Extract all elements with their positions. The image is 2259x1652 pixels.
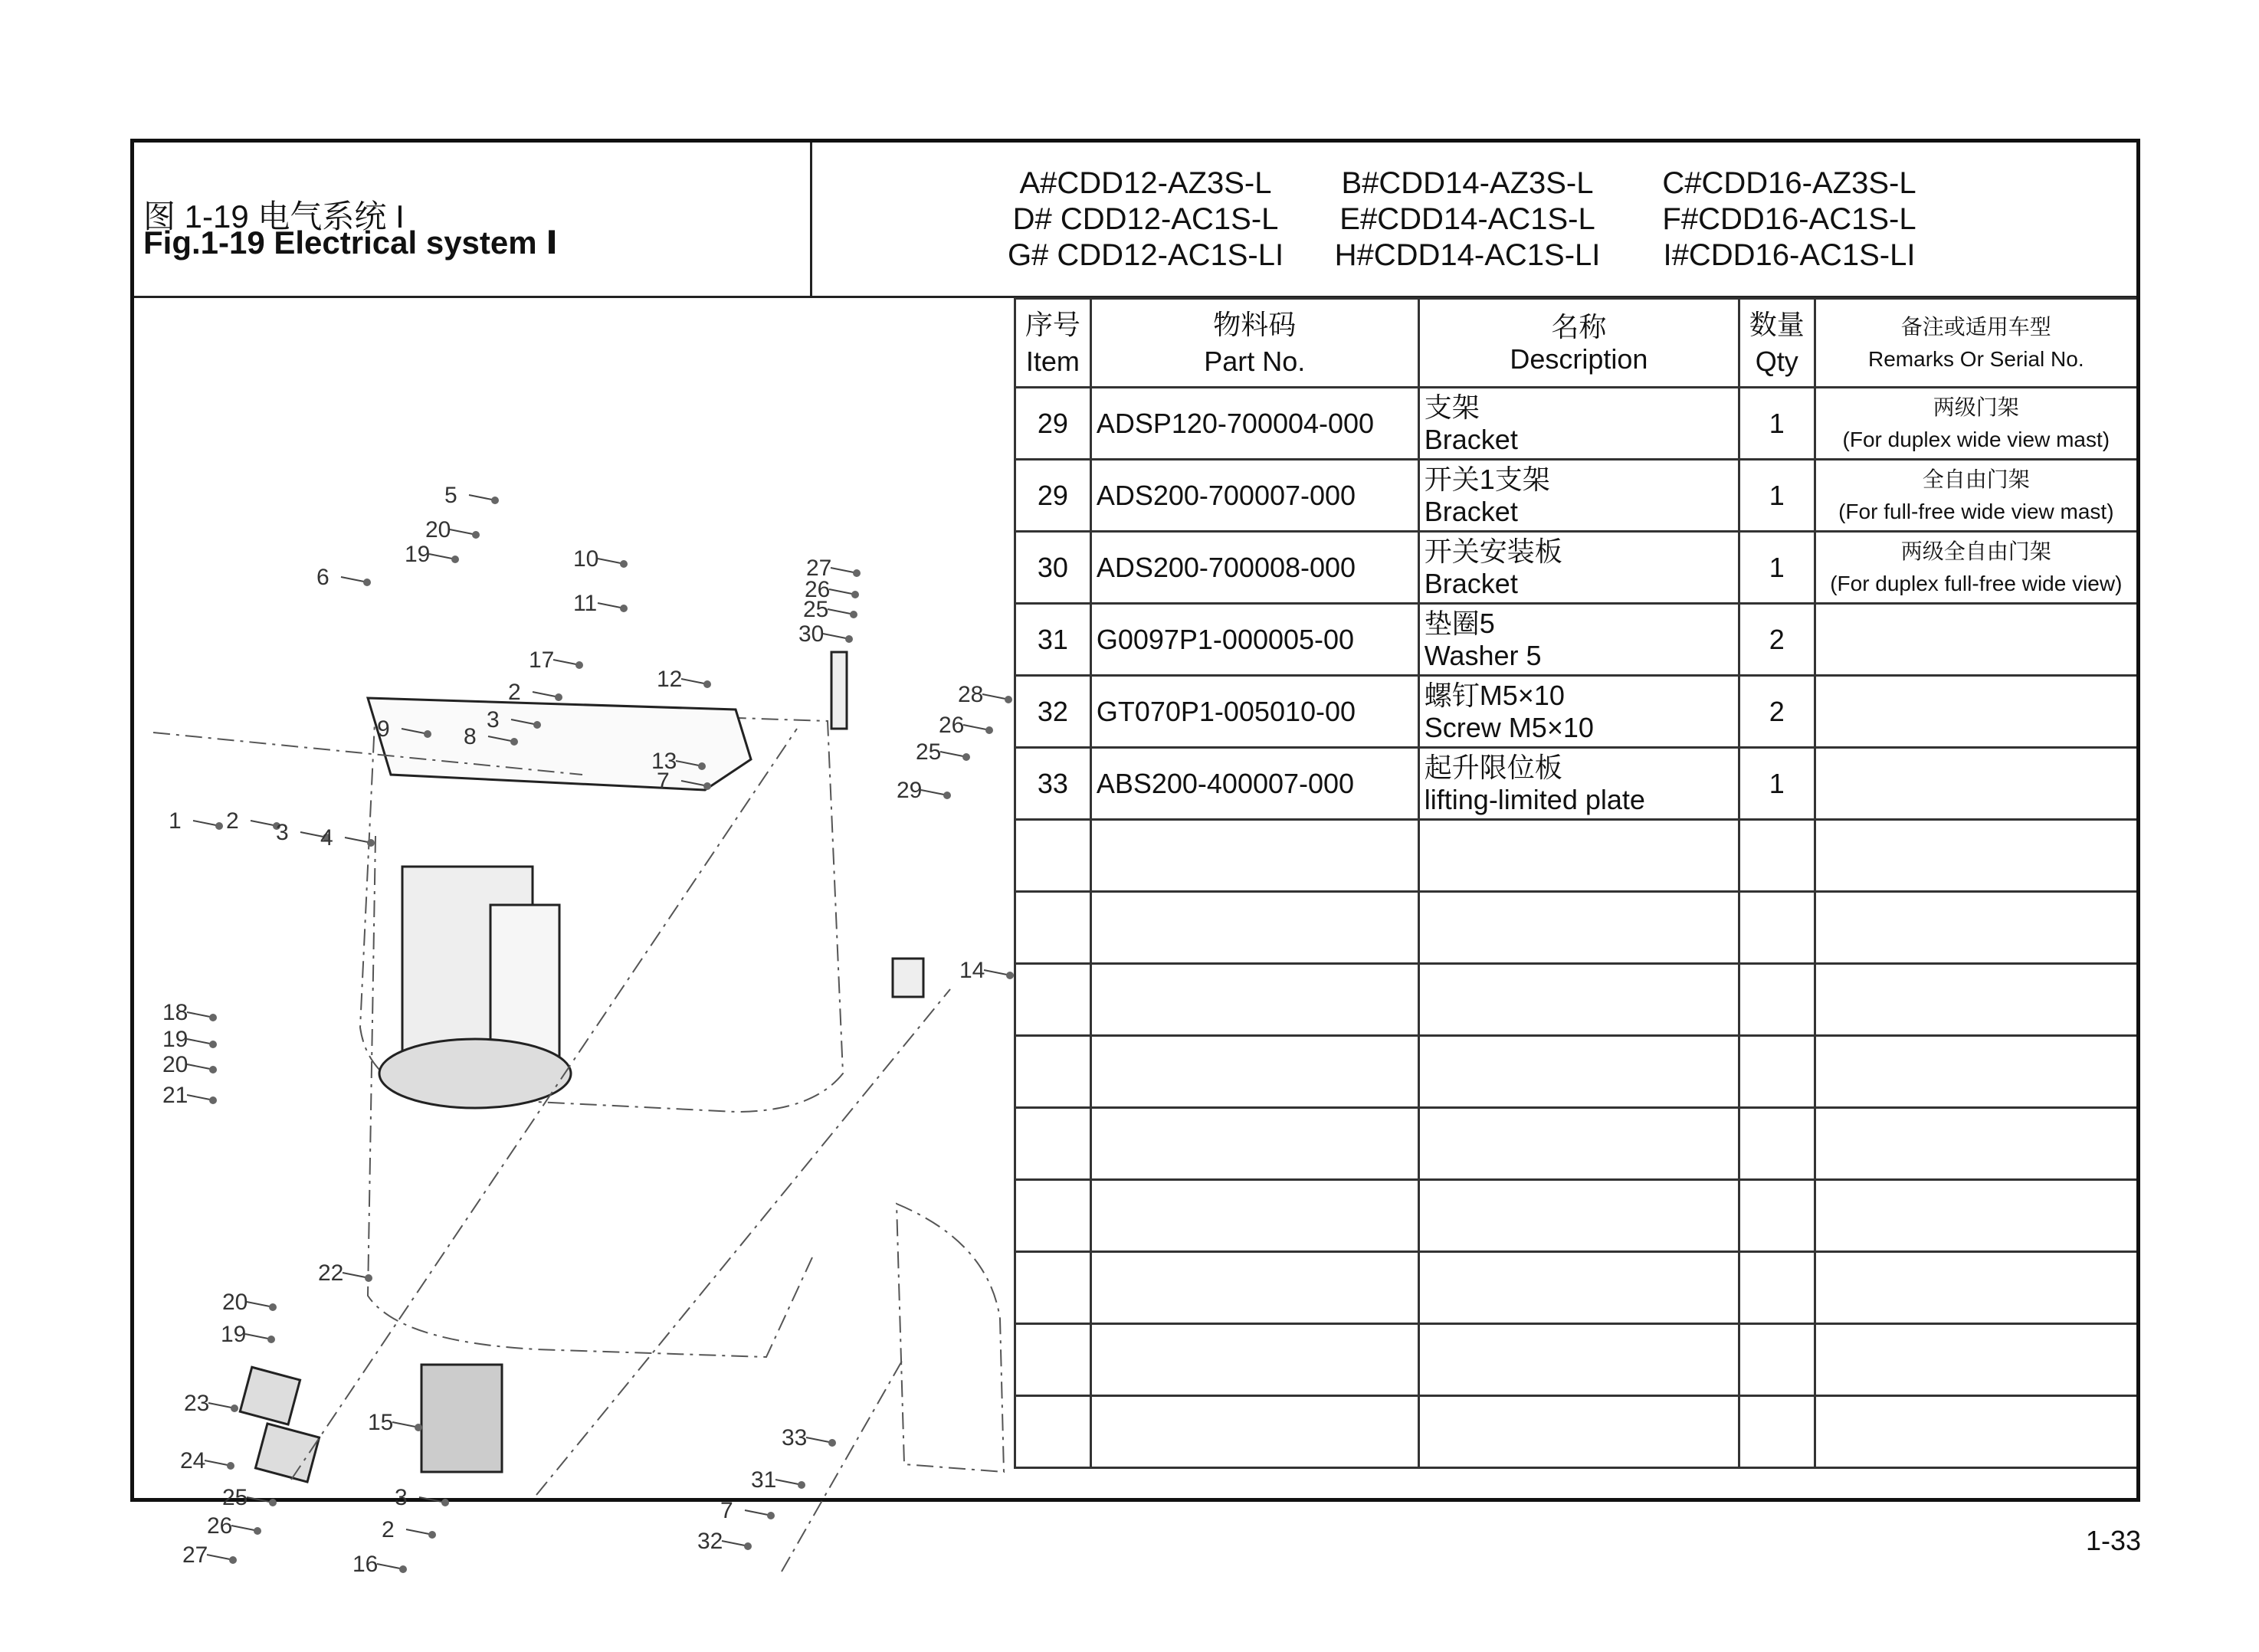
leader-line	[392, 1422, 415, 1427]
part-marker	[269, 1499, 277, 1506]
leader-line	[205, 1460, 228, 1465]
part-marker	[850, 611, 857, 618]
item-cell: 31	[1015, 604, 1091, 676]
part-marker	[703, 782, 711, 790]
table-row	[1015, 532, 2137, 604]
remarks-zh: 两级全自由门架	[1900, 539, 2051, 563]
part-marker	[209, 1041, 217, 1048]
description-cell	[1418, 604, 1739, 676]
item-cell: 29	[1015, 460, 1091, 532]
part-marker	[231, 1405, 238, 1412]
leader-line	[187, 1012, 210, 1017]
part-marker	[269, 1303, 277, 1311]
leader-line	[187, 1095, 210, 1100]
empty-table-row	[1015, 1252, 2137, 1324]
callout-number: 25	[916, 739, 942, 765]
leader-line	[722, 1541, 745, 1545]
column-header-zh: 备注或适用车型	[1900, 314, 2051, 339]
part-marker	[853, 569, 861, 577]
empty-table-row	[1015, 820, 2137, 892]
callout-number: 20	[162, 1052, 189, 1077]
model-row	[985, 202, 2057, 238]
callout-number: 28	[958, 682, 984, 707]
qty-cell: 2	[1739, 604, 1815, 676]
qty-cell: 2	[1739, 676, 1815, 748]
empty-table-row	[1015, 964, 2137, 1036]
description-zh: 垫圈5	[1424, 607, 1495, 639]
column-header-en: Remarks Or Serial No.	[1868, 346, 2084, 371]
part-marker	[1005, 696, 1012, 703]
model-code: C#CDD16-AZ3S-L	[1662, 166, 1916, 200]
remarks-zh: 全自由门架	[1922, 467, 2030, 491]
qty-cell: 1	[1739, 460, 1815, 532]
leader-line	[775, 1480, 798, 1484]
title-en: Fig.1-19 Electrical system Ⅰ	[143, 225, 558, 261]
column-header-en: Description	[1510, 343, 1648, 375]
switch-bracket	[831, 652, 847, 729]
callout-number: 2	[508, 680, 521, 705]
empty-table-row	[1015, 1180, 2137, 1252]
callout-number: 3	[487, 707, 500, 733]
part-marker	[555, 693, 562, 701]
part-marker	[451, 556, 459, 563]
assembly-axis	[782, 1357, 904, 1572]
part-number-cell: G0097P1-000005-00	[1090, 604, 1418, 676]
table-row	[1015, 748, 2137, 820]
model-code: D# CDD12-AC1S-L	[1012, 202, 1279, 236]
table-row	[1015, 676, 2137, 748]
leader-line	[345, 837, 368, 842]
leader-line	[806, 1437, 829, 1442]
column-header	[1739, 299, 1815, 388]
callout-number: 25	[222, 1485, 248, 1510]
callout-number: 13	[651, 749, 677, 774]
description-zh: 起升限位板	[1424, 751, 1562, 783]
part-marker	[367, 839, 375, 847]
part-marker	[575, 661, 583, 669]
leader-line	[245, 1334, 268, 1339]
callout-number: 5	[444, 483, 457, 508]
callout-number: 10	[573, 546, 599, 572]
leader-line	[251, 821, 274, 825]
remarks-zh: 两级门架	[1933, 395, 2019, 419]
description-zh: 螺钉M5×10	[1424, 679, 1565, 711]
description-cell	[1418, 460, 1739, 532]
column-header-en: Item	[1025, 345, 1080, 377]
leader-line	[207, 1555, 230, 1559]
part-marker	[1006, 972, 1014, 979]
callout-number: 2	[226, 808, 239, 834]
leader-line	[533, 692, 556, 697]
column-header	[1015, 299, 1091, 388]
model-code: A#CDD12-AZ3S-L	[1019, 166, 1272, 200]
model-code: B#CDD14-AZ3S-L	[1341, 166, 1594, 200]
table-row	[1015, 460, 2137, 532]
page-number: 1-33	[2086, 1525, 2142, 1556]
leader-line	[247, 1302, 270, 1306]
part-number-cell: GT070P1-005010-00	[1090, 676, 1418, 748]
callout-number: 16	[352, 1552, 379, 1577]
callout-number: 9	[377, 716, 390, 742]
callout-number: 26	[805, 577, 831, 602]
callout-number: 8	[464, 724, 477, 749]
part-marker	[533, 721, 541, 729]
table-header-row	[1015, 299, 2137, 388]
callout-number: 1	[169, 808, 182, 834]
fan	[240, 1367, 300, 1424]
remarks-cell	[1815, 532, 2136, 604]
callout-number: 17	[529, 647, 555, 673]
description-cell	[1418, 388, 1739, 460]
model-code: H#CDD14-AC1S-LI	[1334, 238, 1601, 272]
part-marker	[428, 1531, 436, 1539]
remarks-en: (For duplex full-free wide view)	[1830, 571, 2123, 595]
controller	[421, 1365, 502, 1472]
column-header-en: Part No.	[1204, 345, 1306, 377]
description-zh: 开关安装板	[1424, 535, 1562, 567]
mounting-plate	[368, 698, 751, 790]
part-marker	[943, 792, 951, 799]
part-marker	[267, 1336, 275, 1343]
remarks-cell	[1815, 604, 2136, 676]
part-marker	[254, 1527, 261, 1535]
part-number-cell: ADSP120-700004-000	[1090, 388, 1418, 460]
qty-cell: 1	[1739, 748, 1815, 820]
title-zh: 图 1-19 电气系统 I	[143, 198, 405, 234]
column-header-zh: 名称	[1551, 310, 1607, 343]
part-marker	[209, 1014, 217, 1021]
column-header-zh: 数量	[1749, 308, 1805, 340]
model-row	[985, 166, 2057, 202]
leader-line	[823, 634, 846, 638]
part-marker	[744, 1542, 752, 1550]
description-en: Bracket	[1424, 423, 1518, 455]
empty-table-row	[1015, 1396, 2137, 1468]
callout-number: 31	[751, 1467, 777, 1493]
leader-line	[193, 821, 216, 825]
callout-number: 18	[162, 1000, 189, 1025]
column-header	[1815, 299, 2136, 388]
column-header-zh: 序号	[1025, 308, 1080, 340]
remarks-en: (For duplex wide view mast)	[1842, 427, 2110, 451]
leader-line	[982, 694, 1005, 699]
part-marker	[399, 1565, 407, 1573]
qty-cell: 1	[1739, 532, 1815, 604]
leader-line	[598, 559, 621, 563]
part-marker	[227, 1462, 234, 1470]
callout-number: 3	[276, 820, 289, 845]
part-marker	[620, 605, 628, 612]
part-marker	[851, 591, 859, 598]
remarks-en: (For full-free wide view mast)	[1838, 499, 2114, 523]
part-marker	[828, 1439, 836, 1447]
part-number-cell: ADS200-700008-000	[1090, 532, 1418, 604]
part-number-cell: ABS200-400007-000	[1090, 748, 1418, 820]
description-en: Bracket	[1424, 495, 1518, 527]
column-header	[1418, 299, 1739, 388]
callout-number: 20	[425, 517, 451, 542]
callout-number: 3	[395, 1485, 408, 1510]
part-marker	[415, 1424, 422, 1431]
model-code: E#CDD14-AC1S-L	[1339, 202, 1595, 236]
callout-number: 2	[382, 1517, 395, 1542]
callout-number: 19	[405, 542, 431, 567]
callout-number: 14	[959, 958, 985, 983]
callout-number: 6	[316, 565, 330, 590]
leader-line	[829, 589, 852, 594]
part-marker	[363, 579, 371, 586]
part-marker	[424, 730, 431, 738]
part-marker	[365, 1274, 372, 1282]
item-cell: 32	[1015, 676, 1091, 748]
description-zh: 开关1支架	[1424, 463, 1550, 495]
description-en: Washer 5	[1424, 639, 1542, 671]
mast-outline	[897, 1204, 1004, 1472]
leader-line	[745, 1510, 768, 1515]
model-list	[985, 166, 2057, 274]
callout-number: 29	[897, 778, 923, 803]
item-cell: 30	[1015, 532, 1091, 604]
column-header-en: Qty	[1755, 345, 1798, 377]
callout-number: 30	[798, 621, 825, 647]
callout-number: 25	[803, 597, 829, 622]
part-marker	[215, 822, 223, 830]
leader-line	[208, 1403, 231, 1408]
description-en: lifting-limited plate	[1424, 783, 1645, 815]
callout-number: 20	[222, 1290, 248, 1315]
callout-number: 4	[320, 825, 333, 851]
leader-line	[343, 1273, 366, 1277]
column-header	[1090, 299, 1418, 388]
assembly-axis	[536, 989, 950, 1495]
callout-number: 33	[782, 1425, 808, 1450]
leader-line	[247, 1497, 270, 1502]
part-marker	[491, 497, 499, 504]
model-code: G# CDD12-AC1S-LI	[1007, 238, 1284, 272]
callout-number: 26	[207, 1513, 233, 1539]
exploded-parts-diagram	[138, 300, 1011, 1577]
part-marker	[845, 635, 853, 643]
description-en: Screw M5×10	[1424, 711, 1594, 743]
column-header-zh: 物料码	[1213, 308, 1297, 340]
description-cell	[1418, 532, 1739, 604]
table-row	[1015, 388, 2137, 460]
part-marker	[209, 1096, 217, 1104]
parts-table	[1014, 297, 2136, 1469]
leader-line	[187, 1039, 210, 1044]
switch	[893, 959, 923, 997]
remarks-cell	[1815, 388, 2136, 460]
callout-number: 22	[318, 1260, 344, 1286]
callout-number: 21	[162, 1083, 189, 1108]
part-marker	[698, 762, 706, 770]
figure-title	[143, 198, 558, 261]
leader-line	[828, 609, 851, 614]
description-zh: 支架	[1424, 391, 1480, 423]
leader-line	[341, 577, 364, 582]
leader-line	[921, 790, 944, 795]
callout-number: 15	[368, 1410, 394, 1435]
qty-cell: 1	[1739, 388, 1815, 460]
description-cell	[1418, 748, 1739, 820]
callout-number: 11	[573, 591, 598, 616]
leader-line	[231, 1526, 254, 1530]
description-cell	[1418, 676, 1739, 748]
part-marker	[798, 1481, 805, 1489]
callout-number: 27	[806, 556, 832, 581]
leader-line	[419, 1497, 442, 1502]
callout-number: 24	[180, 1448, 206, 1473]
model-code: I#CDD16-AC1S-LI	[1663, 238, 1916, 272]
pump-base	[379, 1039, 571, 1108]
part-marker	[767, 1512, 775, 1519]
empty-table-row	[1015, 1324, 2137, 1396]
leader-line	[429, 554, 452, 559]
remarks-cell	[1815, 460, 2136, 532]
callout-number: 19	[221, 1322, 247, 1347]
model-row	[985, 238, 2057, 274]
callout-number: 7	[657, 769, 670, 794]
callout-number: 27	[182, 1542, 208, 1568]
leader-line	[553, 660, 576, 664]
callout-number: 26	[939, 713, 965, 738]
leader-line	[831, 568, 854, 572]
leader-line	[963, 725, 986, 729]
leader-line	[377, 1564, 400, 1568]
callout-number: 32	[697, 1529, 723, 1554]
part-marker	[441, 1499, 449, 1506]
part-number-cell: ADS200-700007-000	[1090, 460, 1418, 532]
leader-line	[681, 679, 704, 683]
item-cell: 29	[1015, 388, 1091, 460]
header-divider	[810, 143, 812, 297]
part-marker	[703, 680, 711, 688]
model-code: F#CDD16-AC1S-L	[1662, 202, 1916, 236]
remarks-cell	[1815, 748, 2136, 820]
leader-line	[984, 970, 1007, 975]
part-marker	[620, 560, 628, 568]
leader-line	[598, 603, 621, 608]
part-marker	[209, 1066, 217, 1073]
part-marker	[472, 531, 480, 539]
table-row	[1015, 604, 2137, 676]
part-marker	[510, 738, 518, 746]
empty-table-row	[1015, 1036, 2137, 1108]
leader-line	[406, 1529, 429, 1534]
callout-number: 7	[720, 1498, 733, 1523]
part-marker	[962, 753, 970, 761]
callout-number: 19	[162, 1027, 189, 1052]
description-en: Bracket	[1424, 567, 1518, 599]
leader-line	[940, 752, 963, 756]
leader-line	[450, 529, 473, 534]
remarks-cell	[1815, 676, 2136, 748]
empty-table-row	[1015, 1108, 2137, 1180]
leader-line	[187, 1064, 210, 1069]
part-marker	[229, 1556, 237, 1564]
empty-table-row	[1015, 892, 2137, 964]
part-marker	[985, 726, 993, 734]
callout-number: 23	[184, 1391, 210, 1416]
callout-number: 12	[657, 667, 683, 692]
item-cell: 33	[1015, 748, 1091, 820]
leader-line	[469, 495, 492, 500]
